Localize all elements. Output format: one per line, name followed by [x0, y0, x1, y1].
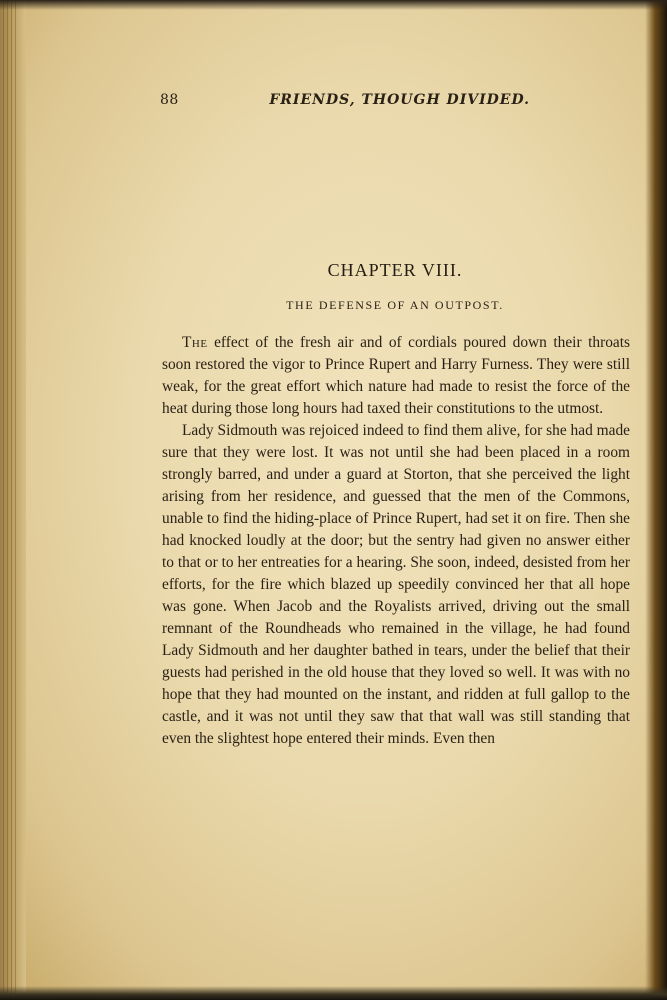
running-head: FRIENDS, THOUGH DIVIDED. [269, 92, 530, 108]
paragraph-2-text: Lady Sidmouth was rejoiced indeed to find them alive, for she had made sure that they were lost. It was not until she had been placed in a room strongly barred, and under a guard at Storton, that she perceived the light arising from her residence, and guessed that the men of the Commons, unable to find the hiding-place of Prince Rupert, had set it on fire. Then she had knocked loudly at the door; but the sentry had given no answer either to that or to her entreaties for a hearing. She soon, indeed, desisted from her efforts, for the fire which blazed up speedily convinced her that all hope was gone. When Jacob and the Royalists arrived, driving out the small remnant of the Roundheads who remained in the village, he had found Lady Sidmouth and her daughter bathed in tears, under the belief that their guests had perished in the old house that they loved so well. It was with no hope that they had mounted on the instant, and ridden at full gallop to the castle, and it was not until they saw that that wall was still standing that even the slightest hope entered their minds. Even then [162, 422, 630, 747]
page-number: 88 [160, 92, 179, 108]
paragraph-lead-in: The [182, 334, 208, 351]
page-top-edge [0, 0, 667, 10]
page-gutter [0, 0, 26, 1000]
page-header [160, 90, 530, 114]
paragraph-1-text: effect of the fresh air and of cordials poured down their throats soon restored the vigor to Prince Rupert and Harry Furness. They were still weak, for the great effort which nature had made to resist the force of the heat during those long hours had taxed their constitutions to the utmost. [162, 334, 630, 417]
chapter-title: CHAPTER VIII. [327, 260, 463, 280]
page-bottom-edge [0, 986, 667, 1000]
chapter-subtitle: THE DEFENSE OF AN OUTPOST. [286, 298, 504, 312]
paragraph-1 [162, 332, 630, 420]
page-right-edge [645, 0, 667, 1000]
body-text [162, 332, 630, 750]
binding-texture [3, 0, 19, 1000]
paragraph-2 [162, 420, 630, 750]
